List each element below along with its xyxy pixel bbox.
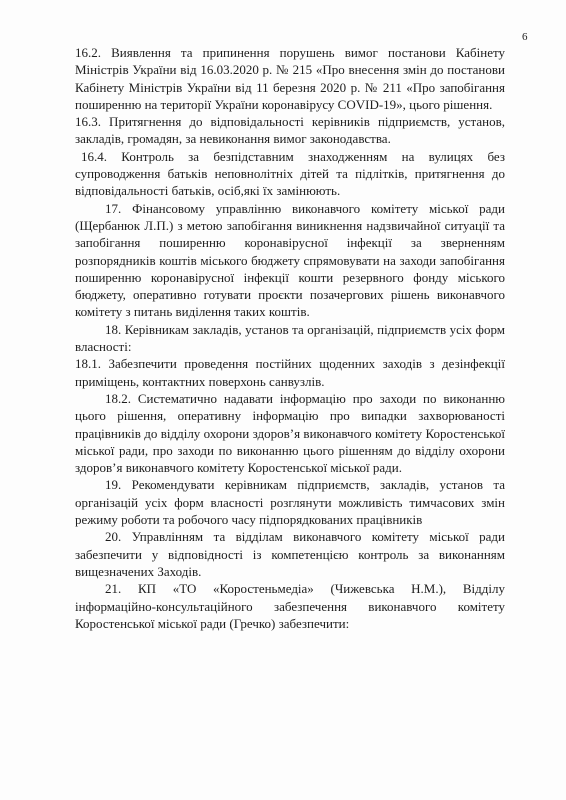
document-body — [75, 44, 505, 632]
paragraph-19: 19. Рекомендувати керівникам підприємств, закладів, установ та організацій усіх форм власності розглянути можливість тимчасових змін режиму роботи та робочого часу підпорядкованих працівників — [75, 477, 505, 528]
paragraph-16-3: 16.3. Притягнення до відповідальності керівників підприємств, установ, закладів, громадян, за невиконання вимог законодавства. — [75, 114, 505, 147]
paragraph-21: 21. КП «ТО «Коростеньмедіа» (Чижевська Н.М.), Відділу інформаційно-консультаційного забезпечення виконавчого комітету Коростенської міської ради (Гречко) забезпечити: — [75, 581, 505, 631]
paragraph-17: 17. Фінансовому управлінню виконавчого комітету міської ради (Щербанюк Л.П.) з метою запобігання виникнення надзвичайної ситуації та запобігання поширенню коронавірусної інфекції за зверненням розпорядників коштів міського бюджету спрямовувати на заходи запобігання поширенню коронавірусної інфекції кошти резервного фонду міського бюджету, оперативно готувати проєкти позачергових рішень виконавчого комітету з питань виділення таких коштів. — [75, 200, 505, 320]
paragraph-18: 18. Керівникам закладів, установ та організацій, підприємств усіх форм власності: — [75, 321, 505, 355]
paragraph-18-2: 18.2. Систематично надавати інформацію про заходи по виконанню цього рішення, оперативну інформацію про випадки захворюваності працівників до відділу охорони здоров’я виконавчого комітету Коростенської міської ради, про заходи по виконанню цього рішенням до відділу охорони здоров’я виконавчого комітету Коростенської міської ради. — [75, 390, 505, 476]
page-number: 6 — [522, 31, 528, 43]
paragraph-18-1: 18.1. Забезпечити проведення постійних щоденних заходів з дезінфекції приміщень, контактних поверхонь санвузлів. — [75, 356, 505, 389]
paragraph-16-4: 16.4. Контроль за безпідставним знаходженням на вулицях без супроводження батьків неповнолітніх дітей та підлітків, притягнення до відповідальності батьків, осіб,які їх замінюють. — [75, 148, 505, 199]
paragraph-20: 20. Управлінням та відділам виконавчого комітету міської ради забезпечити у відповідності із компетенцією контроль за виконанням вищезначених Заходів. — [75, 529, 505, 579]
paragraph-16-2: 16.2. Виявлення та припинення порушень вимог постанови Кабінету Міністрів України від 16.03.2020 р. № 215 «Про внесення змін до постанови Кабінету Міністрів України від 11 березня 2020 р. № 211 «Про запобігання поширенню на території України коронавірусу COVID-19», цього рішення. — [75, 45, 505, 112]
